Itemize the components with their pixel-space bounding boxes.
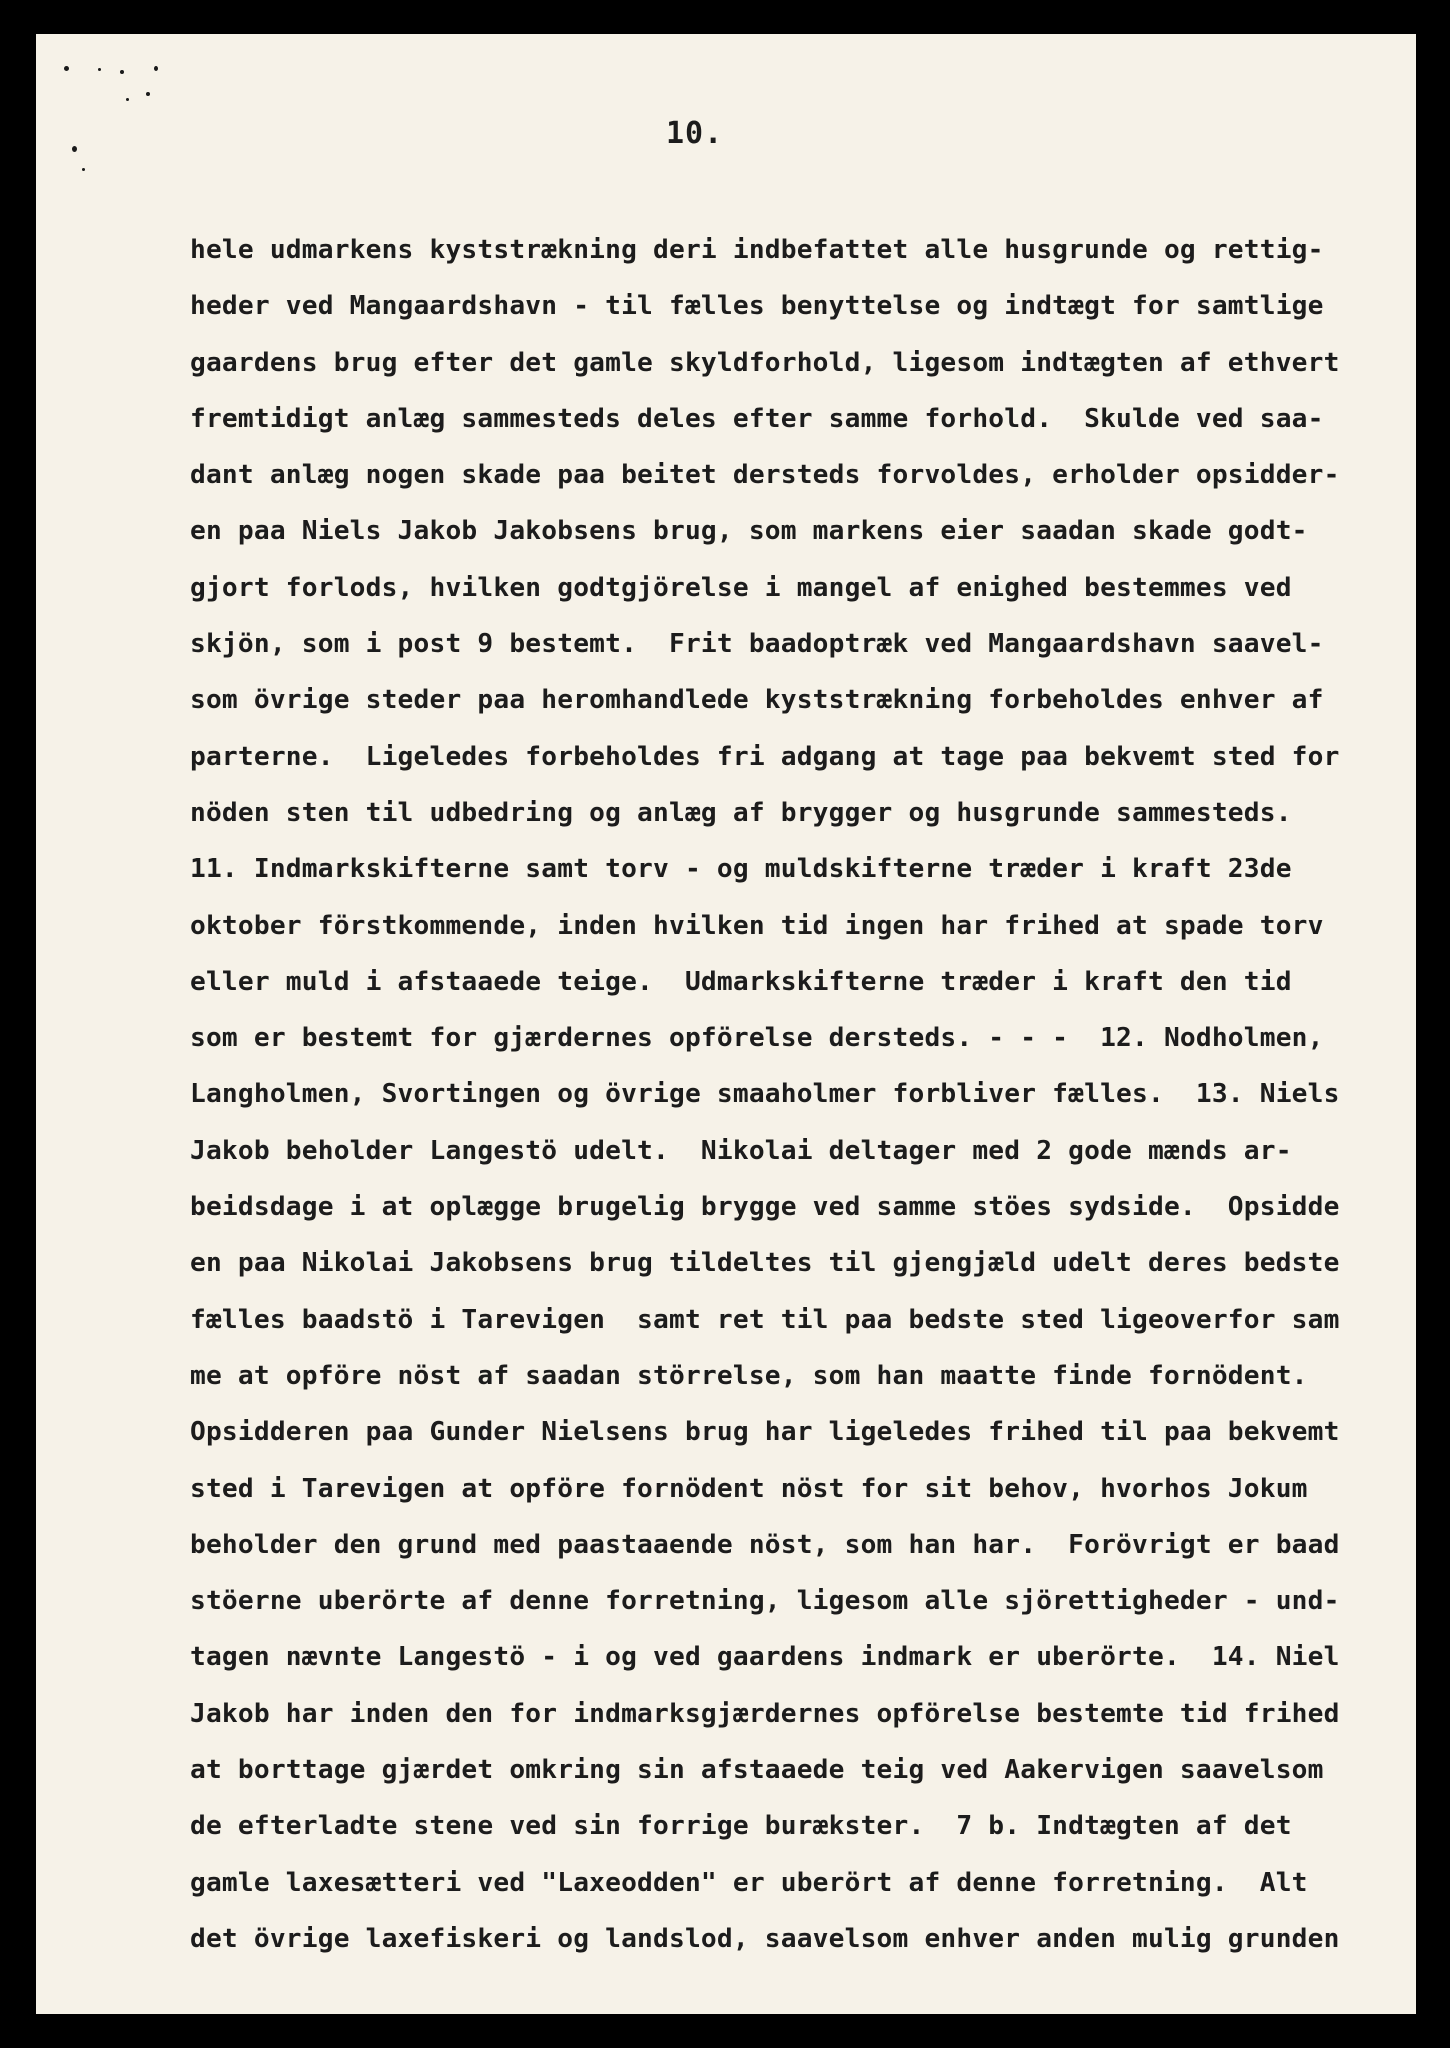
text-line: heder ved Mangaardshavn - til fælles benyttelse og indtægt for samtlige bbox=[190, 291, 1324, 322]
text-line: at borttage gjærdet omkring sin afstaaede teig ved Aakervigen saavelsom bbox=[190, 1755, 1324, 1786]
text-line: Jakob har inden den for indmarksgjærdernes opförelse bestemte tid frihed bbox=[190, 1698, 1340, 1729]
ink-speck bbox=[154, 66, 158, 71]
text-line: dant anlæg nogen skade paa beitet dersteds forvoldes, erholder opsidder- bbox=[190, 460, 1340, 491]
text-line: Langholmen, Svortingen og övrige smaaholmer forbliver fælles. 13. Niels bbox=[190, 1079, 1340, 1110]
text-line: en paa Nikolai Jakobsens brug tildeltes til gjengjæld udelt deres bedste bbox=[190, 1248, 1340, 1279]
ink-speck bbox=[146, 92, 150, 96]
text-line: parterne. Ligeledes forbeholdes fri adgang at tage paa bekvemt sted for bbox=[190, 741, 1340, 772]
text-line: beidsdage i at oplægge brugelig brygge ved samme stöes sydside. Opsidde bbox=[190, 1192, 1340, 1223]
ink-speck bbox=[64, 66, 69, 71]
typewritten-text bbox=[190, 222, 1416, 1967]
ink-speck bbox=[120, 70, 124, 74]
text-line: en paa Niels Jakob Jakobsens brug, som markens eier saadan skade godt- bbox=[190, 516, 1308, 547]
text-line: hele udmarkens kyststrækning deri indbefattet alle husgrunde og rettig- bbox=[190, 235, 1324, 265]
text-line: som övrige steder paa heromhandlede kyststrækning forbeholdes enhver af bbox=[190, 685, 1324, 716]
text-line: Jakob beholder Langestö udelt. Nikolai deltager med 2 gode mænds ar- bbox=[190, 1135, 1292, 1166]
text-line: 11. Indmarkskifterne samt torv - og muldskifterne træder i kraft 23de bbox=[190, 854, 1292, 885]
text-line: tagen nævnte Langestö - i og ved gaardens indmark er uberörte. 14. Niel bbox=[190, 1642, 1340, 1673]
ink-speck bbox=[126, 98, 129, 101]
text-line: gaardens brug efter det gamle skyldforhold, ligesom indtægten af ethvert bbox=[190, 347, 1340, 378]
text-line: stöerne uberörte af denne forretning, ligesom alle sjörettigheder - und- bbox=[190, 1586, 1340, 1617]
text-line: me at opföre nöst af saadan störrelse, som han maatte finde fornödent. bbox=[190, 1360, 1308, 1391]
text-line: gjort forlods, hvilken godtgjörelse i mangel af enighed bestemmes ved bbox=[190, 572, 1292, 603]
page-number: 10. bbox=[666, 116, 724, 151]
text-line: Opsidderen paa Gunder Nielsens brug har ligeledes frihed til paa bekvemt bbox=[190, 1417, 1340, 1448]
text-line: fælles baadstö i Tarevigen samt ret til paa bedste sted ligeoverfor sam bbox=[190, 1304, 1340, 1335]
ink-speck bbox=[82, 168, 85, 171]
text-line: oktober förstkommende, inden hvilken tid ingen har frihed at spade torv bbox=[190, 910, 1324, 941]
text-line: beholder den grund med paastaaende nöst, som han har. Forövrigt er baad bbox=[190, 1529, 1340, 1560]
text-line: de efterladte stene ved sin forrige burækster. 7 b. Indtægten af det bbox=[190, 1811, 1292, 1842]
text-line: skjön, som i post 9 bestemt. Frit baadoptræk ved Mangaardshavn saavel- bbox=[190, 629, 1324, 660]
text-line: gamle laxesætteri ved "Laxeodden" er uberört af denne forretning. Alt bbox=[190, 1867, 1308, 1898]
text-line: eller muld i afstaaede teige. Udmarkskifterne træder i kraft den tid bbox=[190, 966, 1292, 997]
ink-speck bbox=[72, 146, 77, 152]
text-line: det övrige laxefiskeri og landslod, saavelsom enhver anden mulig grunden bbox=[190, 1923, 1340, 1954]
text-line: fremtidigt anlæg sammesteds deles efter samme forhold. Skulde ved saa- bbox=[190, 403, 1324, 434]
ink-speck bbox=[98, 68, 101, 71]
text-line: nöden sten til udbedring og anlæg af brygger og husgrunde sammesteds. bbox=[190, 797, 1292, 828]
document-page bbox=[36, 34, 1416, 2014]
text-line: som er bestemt for gjærdernes opförelse dersteds. - - - 12. Nodholmen, bbox=[190, 1023, 1324, 1054]
text-line: sted i Tarevigen at opföre fornödent nöst for sit behov, hvorhos Jokum bbox=[190, 1473, 1308, 1504]
